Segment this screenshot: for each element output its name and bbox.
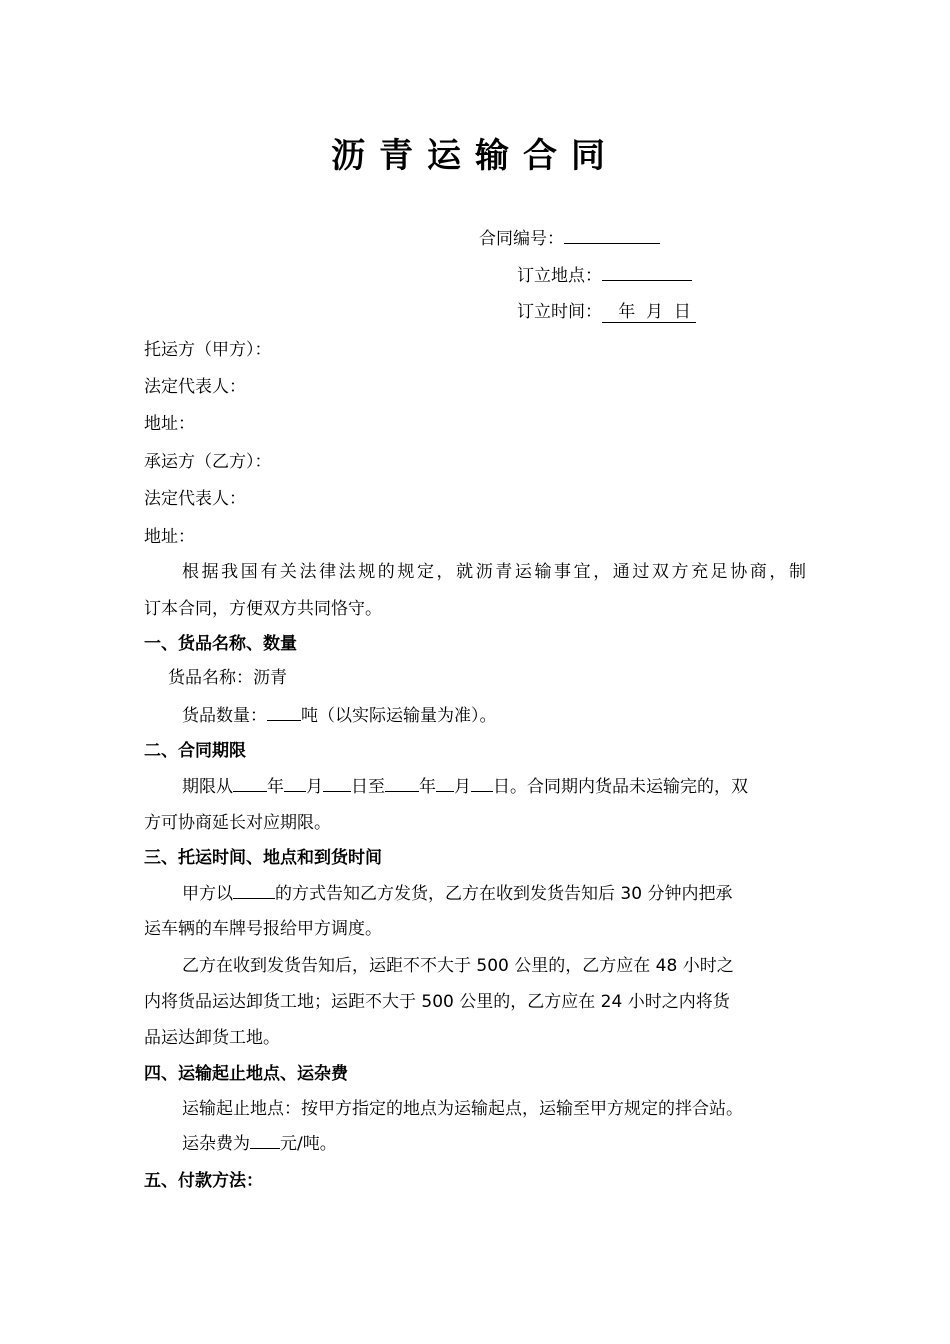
term-start-day-blank [323,774,351,792]
term-year-text: 年 [267,777,284,797]
sign-time-label: 订立时间： [517,302,602,322]
sign-place-blank [602,263,692,281]
term-end-year-blank [385,774,419,792]
intro-line-1: 根据我国有关法律法规的规定，就沥青运输事宜，通过双方充足协商，制 [182,562,806,582]
dispatch-notice-row [182,881,732,906]
contract-number-label: 合同编号： [479,229,564,249]
term-month-text-2: 月 [454,777,471,797]
term-start-month-blank [284,774,306,792]
section-3-heading: 三、托运时间、地点和到货时间 [144,848,382,868]
contract-number-row [479,226,660,251]
section-1-heading: 一、货品名称、数量 [144,634,297,654]
dispatch-notice-suffix: 的方式告知乙方发货，乙方在收到发货告知后 30 分钟内把承 [275,884,733,904]
shipper-label: 托运方（甲方）： [144,340,272,360]
freight-fee-blank [250,1131,280,1149]
dispatch-method-blank [233,881,275,899]
sign-time-row [517,300,696,324]
goods-quantity-note: 吨（以实际运输量为准）。 [301,706,497,726]
section-4-heading: 四、运输起止地点、运杂费 [144,1064,348,1084]
freight-fee-unit: 元/吨。 [280,1134,337,1154]
goods-quantity-blank [267,703,301,721]
section-2-heading: 二、合同期限 [144,741,246,761]
delivery-time-line-2: 内将货品运达卸货工地；运距不大于 500 公里的，乙方应在 24 小时之内将货 [144,992,730,1012]
shipper-representative-label: 法定代表人： [144,377,246,397]
document-title: 沥青运输合同 [331,136,619,176]
goods-quantity-row [182,703,497,728]
dispatch-notice-prefix: 甲方以 [182,884,233,904]
section-5-heading: 五、付款方法： [144,1171,263,1191]
freight-fee-label: 运杂费为 [182,1134,250,1154]
delivery-time-line-1: 乙方在收到发货告知后，运距不不大于 500 公里的，乙方应在 48 小时之 [182,956,734,976]
dispatch-notice-line-2: 运车辆的车牌号报给甲方调度。 [144,919,382,939]
shipper-address-label: 地址： [144,414,195,434]
sign-place-row [517,263,692,288]
delivery-time-line-3: 品运达卸货工地。 [144,1028,280,1048]
term-end-text: 日。合同期内货品未运输完的，双 [493,777,748,797]
freight-fee-row [182,1131,337,1156]
term-to-text: 日至 [351,777,385,797]
contract-number-blank [564,226,660,244]
sign-time-value: 年 月 日 [602,302,697,322]
term-from-text: 期限从 [182,777,233,797]
transport-route: 运输起止地点：按甲方指定的地点为运输起点，运输至甲方规定的拌合站。 [182,1099,743,1119]
sign-place-label: 订立地点： [517,266,602,286]
term-year-text-2: 年 [419,777,436,797]
carrier-address-label: 地址： [144,527,195,547]
carrier-label: 承运方（乙方）： [144,452,272,472]
term-end-month-blank [436,774,454,792]
goods-quantity-label: 货品数量： [182,706,267,726]
carrier-representative-label: 法定代表人： [144,489,246,509]
term-line-2: 方可协商延长对应期限。 [144,813,331,833]
term-end-day-blank [471,774,493,792]
term-row [182,774,748,799]
intro-line-2: 订本合同，方便双方共同恪守。 [144,599,382,619]
term-start-year-blank [233,774,267,792]
term-month-text: 月 [306,777,323,797]
goods-name: 货品名称：沥青 [168,668,287,688]
